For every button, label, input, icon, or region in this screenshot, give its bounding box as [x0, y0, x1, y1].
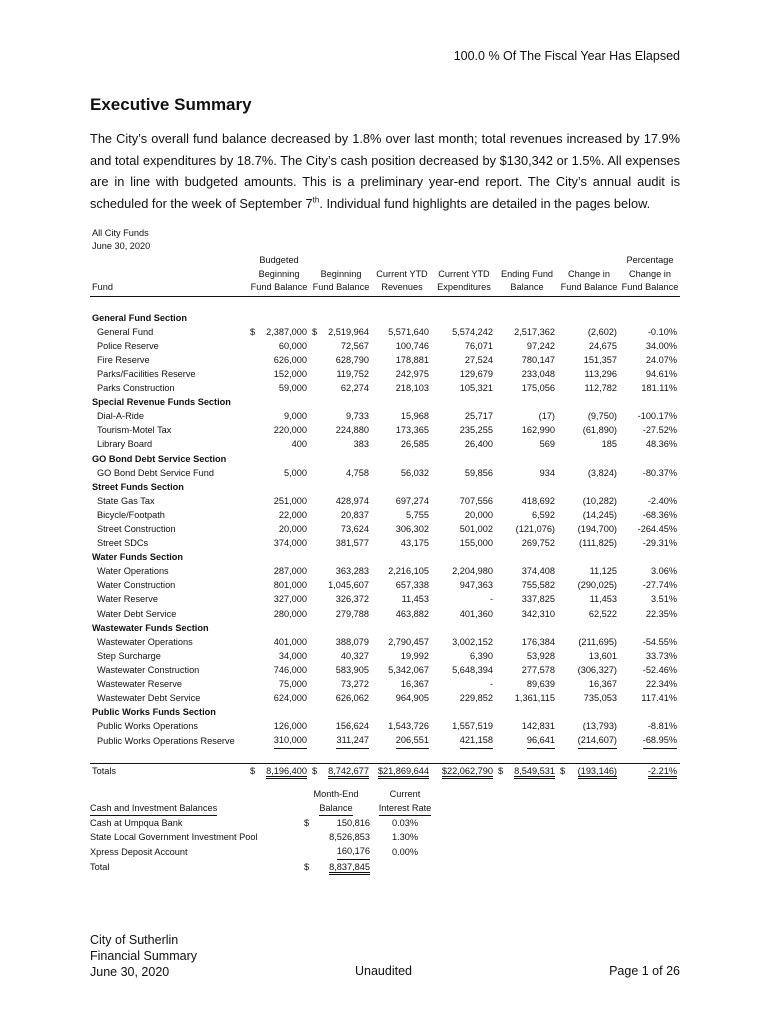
cell-revenues: 463,882: [395, 608, 429, 619]
table-row: [90, 522, 680, 536]
cell-budgeted: 327,000: [273, 594, 307, 605]
cell-pct: 22.34%: [645, 679, 677, 690]
cell-change: 112,782: [584, 383, 617, 394]
cell-ending: 142,831: [521, 721, 555, 732]
footer-date: June 30, 2020: [90, 965, 170, 979]
cell-expenditures: 26,400: [464, 439, 493, 450]
cell-budgeted: 251,000: [273, 495, 307, 506]
cell-expenditures: 421,158: [432, 733, 496, 748]
cell-revenues: 2,216,105: [388, 566, 429, 577]
totals-label: Totals: [90, 763, 248, 778]
cell-expenditures: 501,002: [459, 524, 493, 534]
totals-ending: $ 8,549,531: [496, 763, 558, 778]
fund-name: Water Construction: [97, 580, 176, 591]
cell-ending: 337,825: [521, 594, 555, 605]
fund-table-header: [90, 254, 680, 296]
cell-budgeted: $ 2,387,000: [250, 326, 307, 337]
table-row: [90, 353, 680, 367]
fund-balance-table: [90, 254, 680, 778]
cell-revenues: 11,453: [401, 594, 429, 605]
cell-pct: 117.41%: [641, 693, 677, 704]
summary-superscript: th: [312, 195, 320, 205]
cell-budgeted: 22,000: [278, 509, 307, 520]
cell-revenues: 2,790,457: [388, 636, 429, 647]
cash-row: [90, 816, 440, 830]
table-row: [90, 649, 680, 663]
fund-name: Public Works Operations: [97, 721, 198, 732]
cell-revenues: 657,338: [395, 580, 429, 591]
cell-pct: -52.46%: [642, 664, 677, 675]
cell-pct: -0.10%: [647, 326, 677, 337]
cash-row-balance: 160,176: [302, 844, 370, 859]
cell-change: 62,522: [588, 608, 617, 619]
cell-change: (194,700): [577, 524, 617, 534]
cell-budgeted: 60,000: [278, 340, 307, 351]
table-row: [90, 494, 680, 508]
fund-name: GO Bond Debt Service Fund: [97, 467, 214, 478]
cell-beginning: 381,577: [335, 538, 369, 549]
section-title: Water Funds Section: [92, 552, 184, 563]
cell-change: 151,357: [583, 354, 617, 365]
cell-expenditures: 3,002,152: [452, 636, 493, 647]
cell-pct: -29.31%: [642, 538, 677, 549]
cell-revenues: 26,585: [400, 439, 429, 450]
cell-revenues: 56,032: [400, 467, 429, 478]
cell-ending: 176,384: [521, 636, 555, 647]
table-row: [90, 409, 680, 423]
cash-header-rate: Current Interest Rate: [370, 788, 440, 816]
fund-name: Public Works Operations Reserve: [97, 735, 235, 746]
cell-budgeted: 400: [291, 439, 307, 450]
cell-change: 24,675: [588, 340, 617, 351]
cell-beginning: 383: [353, 439, 369, 450]
fund-name: Wastewater Reserve: [97, 679, 182, 690]
fund-name: Street SDCs: [97, 538, 149, 549]
cell-expenditures: 105,321: [459, 383, 493, 394]
cell-revenues: 964,905: [395, 693, 429, 704]
table-row: [90, 635, 680, 649]
cell-pct: -264.45%: [637, 524, 677, 534]
section-title: Street Funds Section: [92, 481, 184, 492]
cell-change: 11,453: [589, 594, 617, 605]
footer-city: City of Sutherlin: [90, 933, 179, 947]
section-title: Special Revenue Funds Section: [92, 397, 231, 408]
cash-row-balance: 8,526,853: [329, 832, 370, 843]
cell-revenues: 5,755: [406, 509, 429, 520]
cell-expenditures: 59,856: [464, 467, 493, 478]
cell-beginning: 428,974: [335, 495, 369, 506]
cell-ending: 418,692: [521, 495, 555, 506]
cell-budgeted: 59,000: [278, 383, 307, 394]
cell-beginning: 4,758: [346, 467, 369, 478]
footer-report-name: Financial Summary: [90, 949, 197, 963]
summary-paragraph: [90, 128, 680, 214]
cell-expenditures: 27,524: [464, 354, 493, 365]
cell-change: (10,282): [582, 495, 617, 506]
cash-header-balance: Month-End Balance: [302, 788, 370, 816]
cell-ending: 780,147: [521, 354, 555, 365]
cell-ending: 342,310: [521, 608, 555, 619]
cash-total-label: Total: [90, 861, 110, 872]
section-header-row: [90, 621, 680, 635]
cell-budgeted: 220,000: [273, 425, 307, 436]
cell-beginning: 628,790: [335, 354, 369, 365]
table-row: [90, 564, 680, 578]
fund-name: Wastewater Construction: [97, 664, 200, 675]
table-row: [90, 423, 680, 437]
cell-beginning: 20,837: [340, 509, 369, 520]
fund-name: Water Debt Service: [97, 608, 177, 619]
cell-expenditures: 707,556: [459, 495, 493, 506]
footer-org-info: [90, 932, 197, 980]
fund-table-body: [90, 311, 680, 749]
cell-pct: -68.95%: [620, 733, 680, 748]
table-row: [90, 339, 680, 353]
section-header-row: [90, 452, 680, 466]
cell-change: 735,053: [583, 693, 617, 704]
section-title: Wastewater Funds Section: [92, 622, 209, 633]
fund-table-caption: [92, 227, 150, 253]
page-number: Page 1 of 26: [609, 964, 680, 978]
fund-name: Tourism-Motel Tax: [97, 425, 172, 436]
section-header-row: [90, 395, 680, 409]
header-revenues: Current YTD Revenues: [372, 254, 432, 296]
cell-pct: -27.74%: [642, 580, 677, 591]
cell-pct: 22.35%: [645, 608, 677, 619]
cell-revenues: 19,992: [400, 650, 429, 661]
cell-ending: 175,056: [521, 383, 555, 394]
cell-expenditures: -: [489, 594, 493, 605]
header-pct: Percentage Change in Fund Balance: [620, 254, 680, 296]
cell-pct: 3.51%: [650, 594, 677, 605]
cell-change: 16,367: [588, 679, 617, 690]
cell-beginning: 388,079: [335, 636, 369, 647]
cell-pct: 33.73%: [645, 650, 677, 661]
cell-pct: -80.37%: [642, 467, 677, 478]
cell-ending: 934: [539, 467, 555, 478]
cash-row: [90, 830, 440, 844]
cash-row-name: Xpress Deposit Account: [90, 846, 188, 857]
fund-name: Police Reserve: [97, 340, 159, 351]
header-expenditures: Current YTD Expenditures: [432, 254, 496, 296]
cell-ending: 1,361,115: [514, 693, 555, 704]
cell-pct: 94.61%: [645, 368, 677, 379]
totals-expenditures: $22,062,790: [432, 763, 496, 778]
cash-total-balance: $ 8,837,845: [302, 860, 370, 874]
cell-pct: 24.07%: [645, 354, 677, 365]
header-change: Change in Fund Balance: [558, 254, 620, 296]
totals-beginning: $ 8,742,677: [310, 763, 372, 778]
cell-ending: 2,517,362: [514, 326, 555, 337]
cell-beginning: 224,880: [335, 425, 369, 436]
cell-pct: -100.17%: [637, 411, 677, 422]
table-row: [90, 663, 680, 677]
cell-budgeted: 746,000: [273, 664, 307, 675]
cell-revenues: 697,274: [395, 495, 429, 506]
section-title: GO Bond Debt Service Section: [92, 453, 227, 464]
table-row: [90, 578, 680, 592]
cash-row: [90, 844, 440, 859]
caption-all-funds: All City Funds: [92, 228, 149, 238]
cell-budgeted: 75,000: [278, 679, 307, 690]
cell-revenues: 100,746: [395, 340, 429, 351]
fund-name: Fire Reserve: [97, 354, 150, 365]
cell-change: (3,824): [587, 467, 617, 478]
cell-pct: 3.06%: [650, 566, 677, 577]
fund-name: Wastewater Debt Service: [97, 693, 201, 704]
cell-ending: 374,408: [521, 566, 555, 577]
cell-pct: 48.36%: [645, 439, 677, 450]
fiscal-year-elapsed-note: 100.0 % Of The Fiscal Year Has Elapsed: [453, 49, 680, 63]
cell-ending: 233,048: [521, 368, 555, 379]
cell-beginning: 583,905: [335, 664, 369, 675]
cell-expenditures: 129,679: [459, 368, 493, 379]
cell-budgeted: 126,000: [273, 721, 307, 732]
cell-beginning: 311,247: [310, 733, 372, 748]
cell-change: 13,601: [588, 650, 617, 661]
cell-ending: 97,242: [526, 340, 555, 351]
cell-pct: -8.81%: [647, 721, 677, 732]
cell-budgeted: 374,000: [273, 538, 307, 549]
cell-change: 11,125: [589, 566, 617, 577]
cell-beginning: $ 2,519,964: [312, 326, 369, 337]
cell-beginning: 40,327: [340, 650, 369, 661]
cash-balances-table: [90, 788, 440, 874]
cell-beginning: 279,788: [335, 608, 369, 619]
cell-budgeted: 34,000: [278, 650, 307, 661]
cell-budgeted: 280,000: [273, 608, 307, 619]
totals-budgeted: $ 8,196,400: [248, 763, 310, 778]
table-row: [90, 719, 680, 733]
table-row: [90, 466, 680, 480]
cell-revenues: 5,571,640: [388, 326, 429, 337]
cell-ending: (17): [538, 411, 555, 422]
cell-budgeted: 287,000: [273, 566, 307, 577]
table-row: [90, 677, 680, 691]
footer-status: Unaudited: [355, 964, 412, 978]
cell-revenues: 43,175: [400, 538, 429, 549]
cell-ending: 6,592: [532, 509, 555, 520]
summary-text-end: . Individual fund highlights are detailed in the pages below.: [319, 195, 651, 211]
fund-name: Water Reserve: [97, 594, 158, 605]
totals-row: [90, 763, 680, 778]
cell-expenditures: 6,390: [470, 650, 493, 661]
cell-expenditures: 947,363: [459, 580, 493, 591]
cash-row-rate: 0.00%: [391, 846, 419, 857]
fund-name: Library Board: [97, 439, 153, 450]
cell-pct: -2.40%: [647, 495, 677, 506]
cell-revenues: 218,103: [395, 383, 429, 394]
cash-total-row: [90, 860, 440, 874]
cell-change: (211,695): [578, 636, 617, 647]
cell-expenditures: 20,000: [464, 509, 493, 520]
cash-row-rate: 1.30%: [391, 832, 419, 843]
cell-revenues: 1,543,726: [388, 721, 429, 732]
fund-name: Step Surcharge: [97, 650, 161, 661]
table-row: [90, 733, 680, 748]
cell-revenues: 306,302: [395, 524, 429, 534]
cell-budgeted: 9,000: [284, 411, 307, 422]
cell-expenditures: 76,071: [464, 340, 493, 351]
section-header-row: [90, 705, 680, 719]
cell-expenditures: 1,557,519: [452, 721, 493, 732]
cell-change: (290,025): [577, 580, 617, 591]
header-budgeted: Budgeted Beginning Fund Balance: [248, 254, 310, 296]
cell-budgeted: 5,000: [284, 467, 307, 478]
cell-change: (111,825): [579, 538, 617, 549]
table-row: [90, 367, 680, 381]
table-row: [90, 536, 680, 550]
cell-change: (214,607): [558, 733, 620, 748]
cell-beginning: 72,567: [340, 340, 369, 351]
header-ending: Ending Fund Balance: [496, 254, 558, 296]
cell-expenditures: 5,648,394: [452, 664, 493, 675]
table-row: [90, 325, 680, 339]
cell-pct: 34.00%: [645, 340, 677, 351]
cash-row-name: State Local Government Investment Pool: [90, 832, 258, 843]
caption-date: June 30, 2020: [92, 241, 151, 251]
cell-change: 113,296: [584, 368, 617, 379]
cell-ending: 569: [539, 439, 555, 450]
table-row: [90, 437, 680, 451]
totals-change: $ (193,146): [558, 763, 620, 778]
cell-pct: -68.36%: [642, 509, 677, 520]
totals-revenues: $21,869,644: [372, 763, 432, 778]
cell-expenditures: 25,717: [464, 411, 493, 422]
fund-name: Parks/Facilities Reserve: [97, 368, 196, 379]
cell-revenues: 16,367: [400, 679, 429, 690]
cell-pct: 181.11%: [641, 383, 677, 394]
cell-pct: -27.52%: [642, 425, 677, 436]
cell-change: (9,750): [587, 411, 617, 422]
cash-row-name: Cash at Umpqua Bank: [90, 818, 183, 828]
cell-revenues: 206,551: [372, 733, 432, 748]
table-row: [90, 592, 680, 606]
cell-ending: 277,578: [521, 664, 555, 675]
cell-beginning: 156,624: [335, 721, 369, 732]
cell-beginning: 326,372: [335, 594, 369, 605]
cell-budgeted: 310,000: [248, 733, 310, 748]
section-header-row: [90, 550, 680, 564]
header-beginning: Beginning Fund Balance: [310, 254, 372, 296]
cell-change: (61,890): [582, 425, 617, 436]
cash-row-balance: $ 150,816: [304, 818, 370, 828]
cell-expenditures: -: [489, 679, 493, 690]
cell-change: (14,245): [582, 509, 617, 520]
cell-budgeted: 626,000: [273, 354, 307, 365]
cell-budgeted: 152,000: [273, 368, 307, 379]
section-header-row: [90, 480, 680, 494]
cell-revenues: 178,881: [395, 354, 429, 365]
fund-name: Bicycle/Footpath: [97, 509, 165, 520]
table-row: [90, 381, 680, 395]
cell-ending: 53,928: [526, 650, 555, 661]
table-row: [90, 607, 680, 621]
section-title: General Fund Section: [92, 312, 187, 323]
cell-budgeted: 401,000: [273, 636, 307, 647]
cell-budgeted: 624,000: [273, 693, 307, 704]
cell-change: (306,327): [577, 664, 617, 675]
cell-change: 185: [601, 439, 617, 450]
cell-revenues: 5,342,067: [388, 664, 429, 675]
fund-name: Water Operations: [97, 566, 169, 577]
fund-name: Dial-A-Ride: [97, 411, 144, 422]
cell-revenues: 15,968: [400, 411, 429, 422]
cell-ending: 96,641: [496, 733, 558, 748]
cell-beginning: 9,733: [346, 411, 369, 422]
cell-change: (2,602): [587, 326, 617, 337]
cell-expenditures: 229,852: [459, 693, 493, 704]
cell-beginning: 363,283: [335, 566, 369, 577]
cell-budgeted: 801,000: [273, 580, 307, 591]
cell-pct: -54.55%: [642, 636, 677, 647]
cell-beginning: 119,752: [336, 368, 369, 379]
section-header-row: [90, 311, 680, 325]
cell-beginning: 73,272: [340, 679, 369, 690]
header-fund: Fund: [90, 254, 248, 296]
cell-expenditures: 2,204,980: [452, 566, 493, 577]
cell-expenditures: 155,000: [459, 538, 493, 549]
cell-ending: (121,076): [515, 524, 555, 534]
cell-beginning: 626,062: [335, 693, 369, 704]
cell-expenditures: 5,574,242: [452, 326, 493, 337]
cell-beginning: 73,624: [340, 524, 369, 534]
fund-name: Street Construction: [97, 524, 176, 534]
cell-beginning: 1,045,607: [328, 580, 369, 591]
fund-name: State Gas Tax: [97, 495, 155, 506]
cell-revenues: 173,365: [395, 425, 429, 436]
cell-ending: 269,752: [521, 538, 555, 549]
cell-ending: 755,582: [521, 580, 555, 591]
cell-beginning: 62,274: [340, 383, 369, 394]
table-row: [90, 508, 680, 522]
cell-budgeted: 20,000: [278, 524, 307, 534]
cell-change: (13,793): [582, 721, 617, 732]
cell-ending: 162,990: [521, 425, 555, 436]
table-row: [90, 691, 680, 705]
cell-revenues: 242,975: [395, 368, 429, 379]
cash-table-header: [90, 788, 440, 816]
cash-header-label: Cash and Investment Balances: [90, 788, 302, 816]
cash-row-rate: 0.03%: [391, 818, 419, 828]
page-title: Executive Summary: [90, 95, 252, 114]
fund-name: Parks Construction: [97, 383, 175, 394]
fund-name: Wastewater Operations: [97, 636, 193, 647]
cell-expenditures: 401,360: [459, 608, 493, 619]
fund-name: General Fund: [97, 326, 154, 337]
section-title: Public Works Funds Section: [92, 707, 216, 718]
totals-pct: -2.21%: [620, 763, 680, 778]
cell-expenditures: 235,255: [459, 425, 493, 436]
summary-text: The City’s overall fund balance decreased by 1.8% over last month; total revenues increased by 17.9% and total expenditures by 18.7%. The City’s cash position decreased by $130,342 or 1.5%. All expenses are in line with budgeted amounts. This is a preliminary year-end report. The City’s annual audit is scheduled for the week of September 7: [90, 131, 680, 211]
cell-ending: 89,639: [526, 679, 555, 690]
